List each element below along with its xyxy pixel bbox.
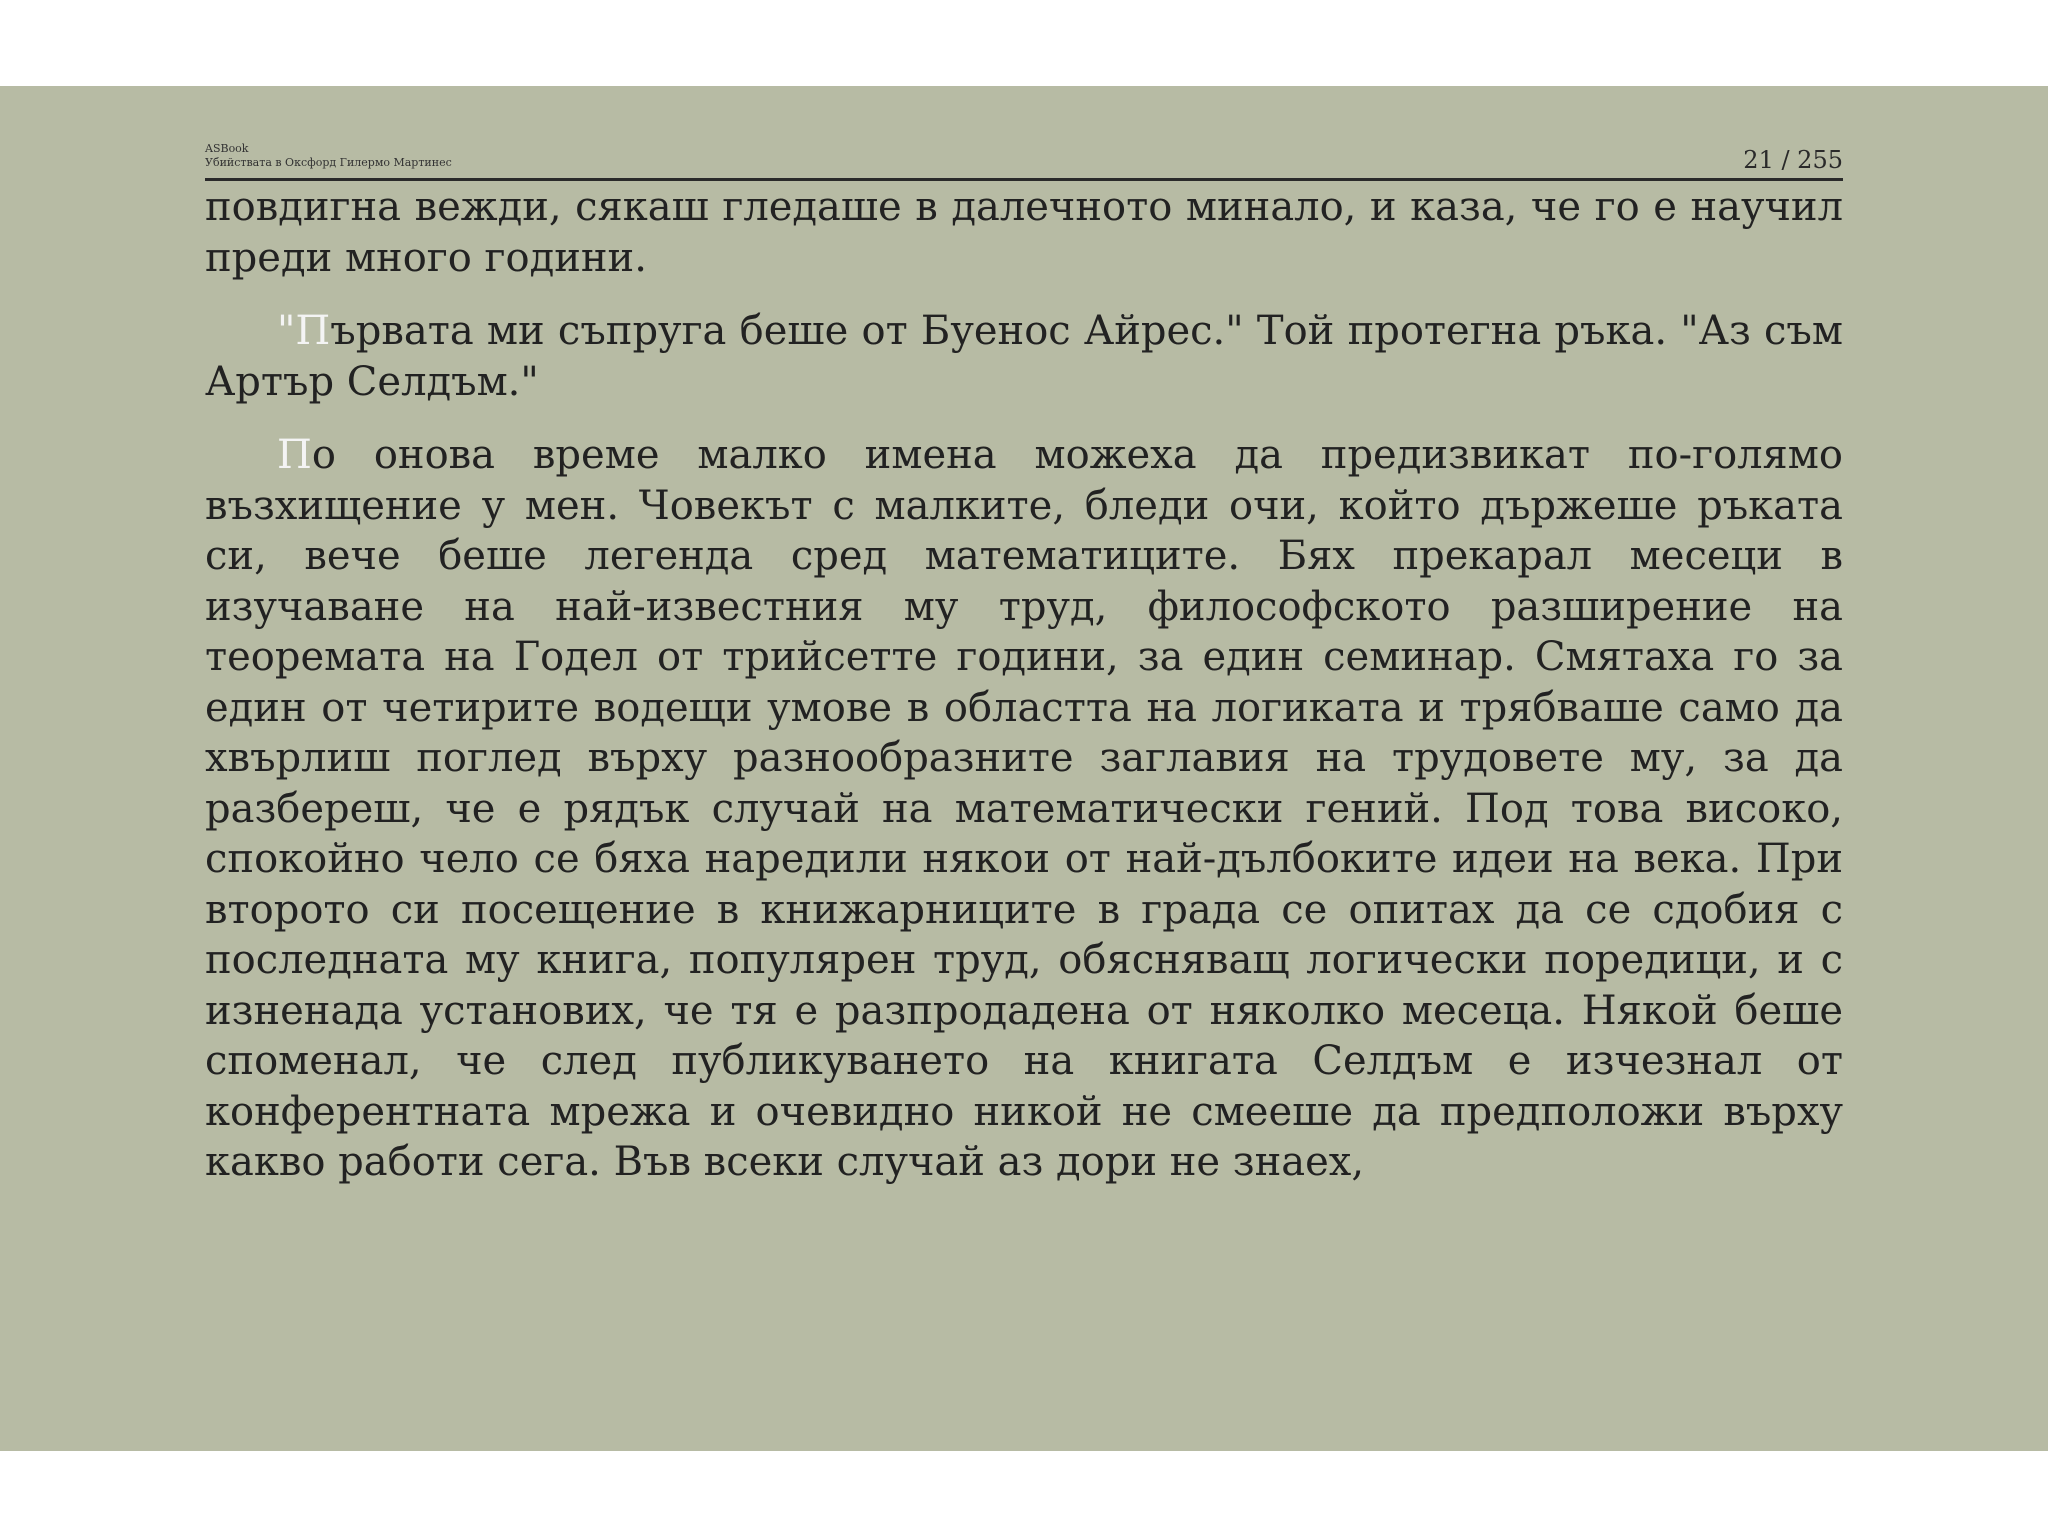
book-info (205, 142, 452, 170)
publisher-label: ASBook (205, 142, 249, 155)
page-number: 21 / 255 (1743, 146, 1843, 174)
paragraph-narrative (205, 430, 1843, 1188)
paragraph-text: ървата ми съпруга беше от Буенос Айрес." Той протегна ръка. "Аз съм Артър Селдъм." (205, 308, 1843, 405)
paragraph-text: о онова време малко имена можеха да предизвикат по-голямо възхищение у мен. Човекът с малките, бледи очи, който държеше ръката си, вече беше легенда сред математиците. Бях прекарал месеци в изучаване на най-известния му труд, философското разширение на теоремата на Годел от трийсетте години, за един семинар. Смятаха го за един от четирите водещи умове в областта на логиката и трябваше само да хвърлиш поглед върху разнообразните заглавия на трудовете му, за да разбереш, че е рядък случай на математически гений. Под това високо, спокойно чело се бяха наредили някои от най-дълбоките идеи на века. При второто си посещение в книжарниците в града се опитах да се сдобия с последната му книга, популярен труд, обясняващ логически поредици, и с изненада установих, че тя е разпродадена от няколко месеца. Някой беше споменал, че след публикуването на книгата Селдъм е изчезнал от конферентната мрежа и очевидно никой не смееше да предположи върху какво работи сега. Във всеки случай аз дори не знаех, (205, 432, 1843, 1185)
paragraph-text: повдигна вежди, сякаш гледаше в далечното минало, и каза, че го е научил преди много години. (205, 184, 1843, 281)
paragraph-continuation (205, 182, 1843, 283)
paragraph-dialogue (205, 306, 1843, 407)
page-body (205, 182, 1843, 1211)
paragraph-lead: П (277, 432, 312, 478)
running-header (205, 138, 1843, 181)
paragraph-lead: "П (277, 308, 331, 354)
book-title-author: Убийствата в Оксфорд Гилермо Мартинес (205, 156, 452, 169)
